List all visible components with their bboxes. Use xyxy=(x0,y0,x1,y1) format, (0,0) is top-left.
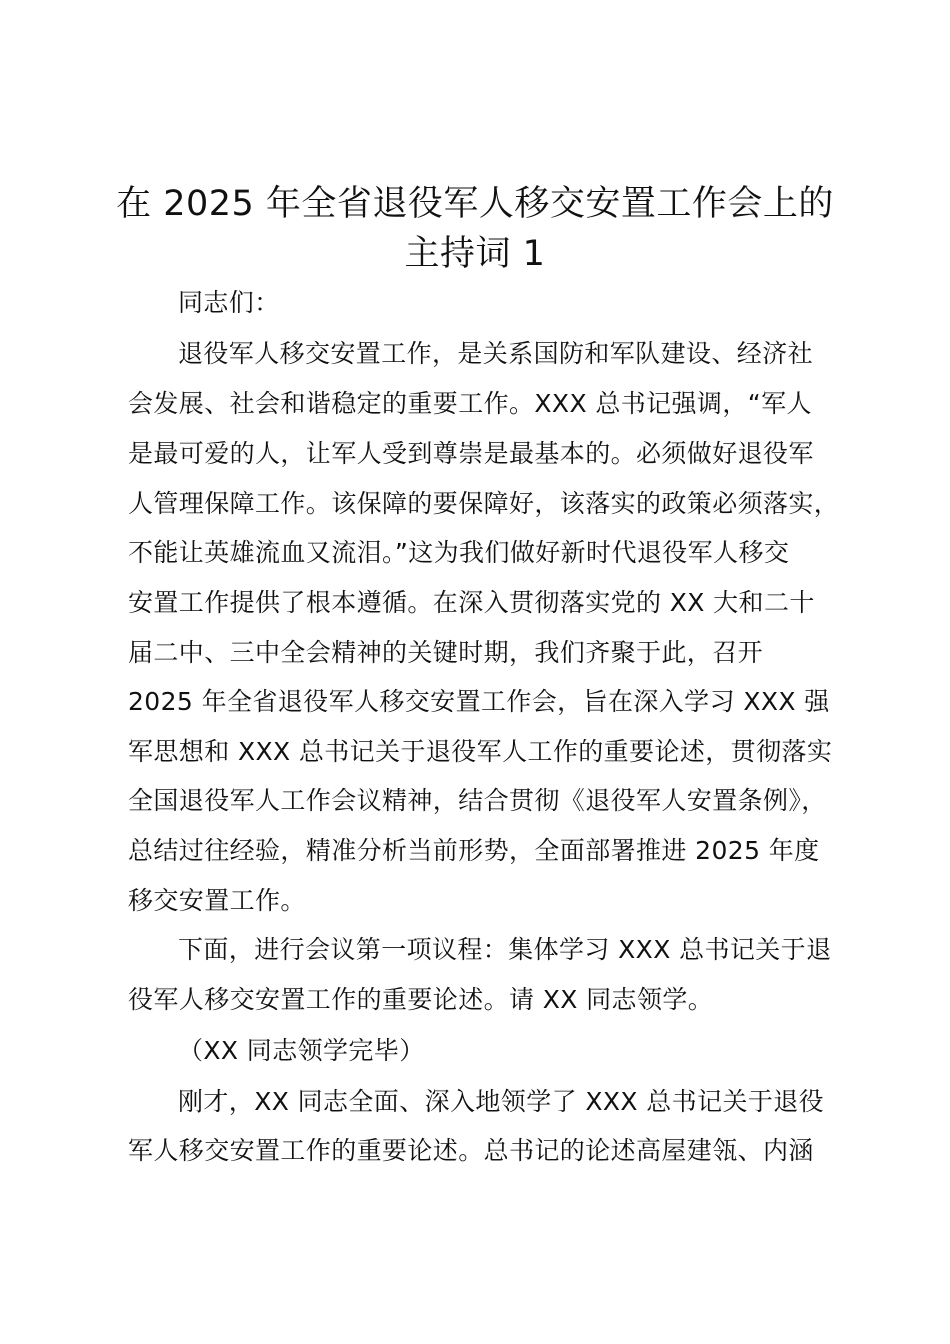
paragraph-line: 2025 年全省退役军人移交安置工作会，旨在深入学习 XXX 强 xyxy=(128,687,830,716)
paragraph-line: 不能让英雄流血又流泪。”这为我们做好新时代退役军人移交 xyxy=(128,538,790,567)
paragraph-line: 移交安置工作。 xyxy=(128,886,306,915)
paragraph-line: 军思想和 XXX 总书记关于退役军人工作的重要论述，贯彻落实 xyxy=(128,737,833,766)
paragraph-line: 军人移交安置工作的重要论述。总书记的论述高屋建瓴、内涵 xyxy=(128,1136,814,1165)
paragraph-line: 人管理保障工作。该保障的要保障好，该落实的政策必须落实， xyxy=(128,489,840,518)
salutation: 同志们： xyxy=(178,288,280,317)
paragraph-line: 安置工作提供了根本遵循。在深入贯彻落实党的 XX 大和二十 xyxy=(128,588,815,617)
parenthetical-note: （XX 同志领学完毕） xyxy=(178,1036,425,1065)
paragraph-line: 届二中、三中全会精神的关键时期，我们齐聚于此，召开 xyxy=(128,638,764,667)
paragraph-line: 全国退役军人工作会议精神，结合贯彻《退役军人安置条例》， xyxy=(128,786,827,815)
paragraph-line: 是最可爱的人，让军人受到尊崇是最基本的。必须做好退役军 xyxy=(128,439,814,468)
document-title-line-2: 主持词 1 xyxy=(404,234,546,274)
paragraph-line: 退役军人移交安置工作，是关系国防和军队建设、经济社 xyxy=(178,339,814,368)
paragraph-line: 下面，进行会议第一项议程：集体学习 XXX 总书记关于退 xyxy=(178,935,832,964)
paragraph-line: 役军人移交安置工作的重要论述。请 XX 同志领学。 xyxy=(128,985,714,1014)
document-title-line-1: 在 2025 年全省退役军人移交安置工作会上的 xyxy=(116,184,834,224)
paragraph-line: 刚才，XX 同志全面、深入地领学了 XXX 总书记关于退役 xyxy=(178,1087,825,1116)
paragraph-line: 会发展、社会和谐稳定的重要工作。XXX 总书记强调，“军人 xyxy=(128,389,812,418)
paragraph-line: 总结过往经验，精准分析当前形势，全面部署推进 2025 年度 xyxy=(128,836,820,865)
